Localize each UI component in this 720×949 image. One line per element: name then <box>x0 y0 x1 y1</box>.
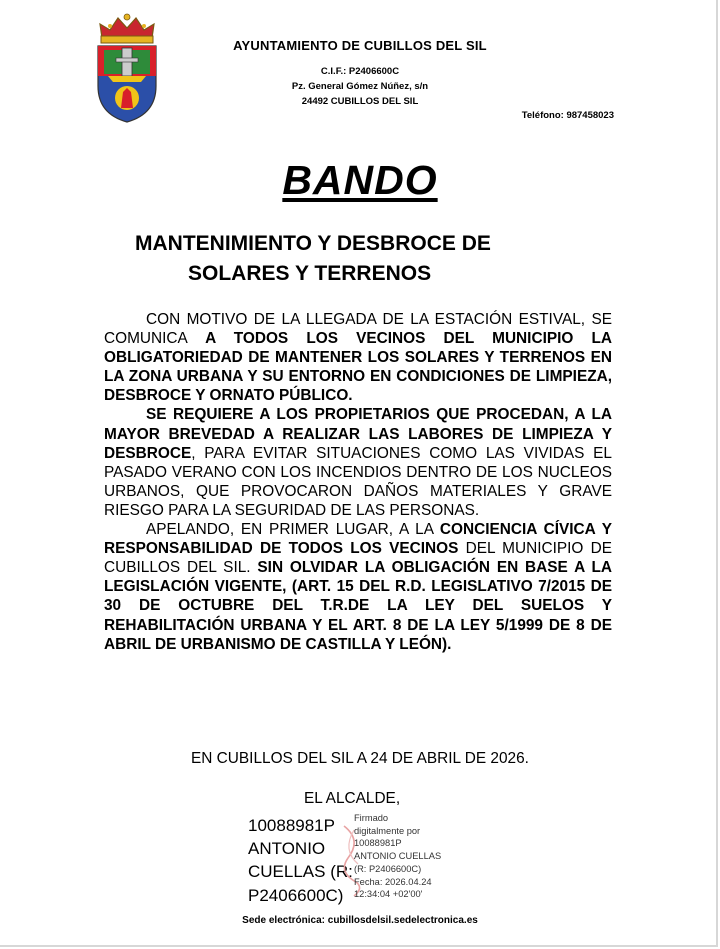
subject-line-2: SOLARES Y TERRENOS <box>188 262 432 285</box>
notice-body <box>104 310 612 654</box>
signature-detail-line: 10088981P <box>354 838 402 849</box>
text-run: , PARA EVITAR SITUACIONES COMO LAS VIVIDAS EL PASADO VERANO CON LOS INCENDIOS DENTRO DE LOS NUCLEOS URBANOS, QUE PROVOCARON DAÑOS MATERIALES Y GRAVE RIESGO PARA LA SEGURIDAD DE LAS PERSONAS. <box>104 444 612 519</box>
entity-cif: C.I.F.: P2406600C <box>320 66 400 77</box>
document-title: BANDO <box>282 157 438 203</box>
signature-detail-line: (R: P2406600C) <box>354 863 422 874</box>
paragraph-3 <box>104 520 612 654</box>
paragraph-1 <box>104 310 612 405</box>
municipal-coat-of-arms-icon <box>94 12 160 124</box>
digital-signature-details <box>354 812 484 901</box>
text-run: APELANDO, EN PRIMER LUGAR, A LA <box>146 521 440 539</box>
electronic-office-url: Sede electrónica: cubillosdelsil.sedelectronica.es <box>242 915 478 926</box>
signer-name-line: P2406600C) <box>248 885 344 905</box>
entity-city: 24492 CUBILLOS DEL SIL <box>301 96 419 107</box>
signature-detail-line: Firmado <box>354 813 389 823</box>
signature-detail-line: 12:34:04 +02'00' <box>354 889 423 900</box>
signer-role: EL ALCALDE, <box>304 790 401 807</box>
place-and-date: EN CUBILLOS DEL SIL A 24 DE ABRIL DE 2026. <box>191 750 529 767</box>
entity-phone: Teléfono: 987458023 <box>521 110 614 121</box>
signature-detail-line: digitalmente por <box>354 825 421 836</box>
bold-text-run: A TODOS LOS VECINOS DEL MUNICIPIO LA OBLIGATORIEDAD DE MANTENER LOS SOLARES Y TERRENOS EN LA ZONA URBANA Y SU ENTORNO EN CONDICIONES DE LIMPIEZA, DESBROCE Y ORNATO PÚBLICO. <box>104 330 612 405</box>
text-run: CON MOTIVO DE LA LLEGADA DE LA ESTACIÓN ESTIVAL, SE COMUNICA <box>104 311 612 348</box>
paragraph-2 <box>104 405 612 520</box>
text-run: DEL MUNICIPIO DE CUBILLOS DEL SIL. <box>104 540 612 577</box>
entity-address: Pz. General Gómez Núñez, s/n <box>291 81 429 92</box>
bold-text-run: SE REQUIERE A LOS PROPIETARIOS QUE PROCEDAN, A LA MAYOR BREVEDAD A REALIZAR LAS LABORES DE LIMPIEZA Y DESBROCE <box>104 406 612 462</box>
bold-text-run: SIN OLVIDAR LA OBLIGACIÓN EN BASE A LA LEGISLACIÓN VIGENTE, (ART. 15 DEL R.D. LEGISLATIVO 7/2015 DE 30 DE OCTUBRE DEL T.R.DE LA LEY DEL SUELOS Y REHABILITACIÓN URBANA Y EL ART. 8 DE LA LEY 5/1999 DE 8 DE ABRIL DE URBANISMO DE CASTILLA Y LEÓN). <box>104 559 612 653</box>
signer-name-line: CUELLAS (R: <box>248 862 353 882</box>
entity-name: AYUNTAMIENTO DE CUBILLOS DEL SIL <box>233 38 487 53</box>
signer-name-line: 10088981P <box>248 816 335 835</box>
signature-detail-line: ANTONIO CUELLAS <box>354 851 442 862</box>
signature-detail-line: Fecha: 2026.04.24 <box>354 876 432 887</box>
bold-text-run: CONCIENCIA CÍVICA Y RESPONSABILIDAD DE TODOS LOS VECINOS <box>104 521 612 558</box>
subject-line-1: MANTENIMIENTO Y DESBROCE DE <box>135 232 491 255</box>
signer-name-line: ANTONIO <box>248 839 326 859</box>
